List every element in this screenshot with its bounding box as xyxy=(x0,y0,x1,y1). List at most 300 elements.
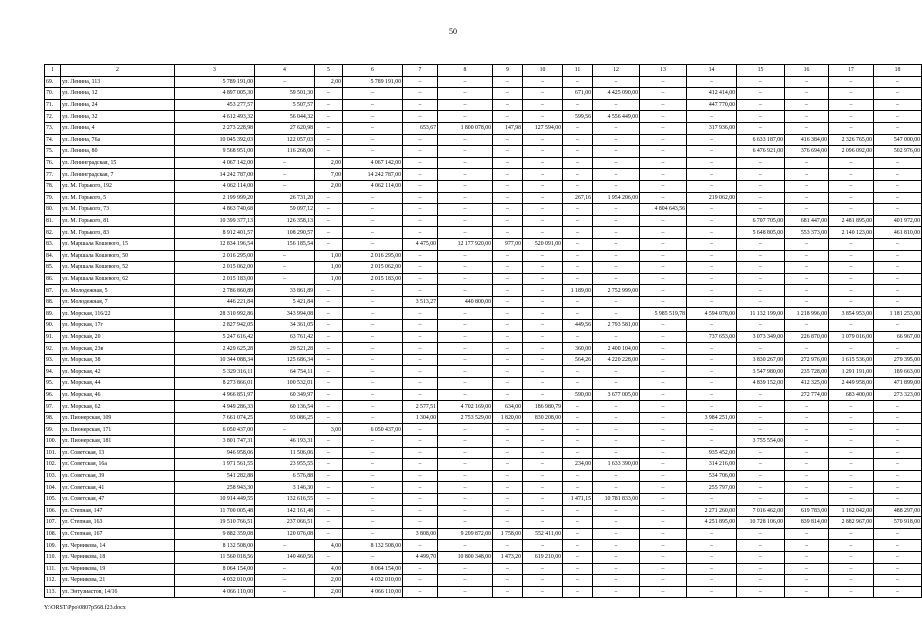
table-row xyxy=(45,493,922,505)
value-cell: – xyxy=(493,517,523,529)
value-cell: 4 475,00 xyxy=(403,238,438,250)
value-cell: – xyxy=(403,273,438,285)
value-cell: – xyxy=(523,308,563,320)
address-cell: ул. Советская, 41 xyxy=(61,482,175,494)
address-cell: ул. Советская, 47 xyxy=(61,493,175,505)
value-cell: – xyxy=(829,157,874,169)
value-cell: 4 863 740,68 xyxy=(175,204,255,216)
value-cell: 3 547 980,00 xyxy=(737,366,785,378)
value-cell: – xyxy=(438,192,493,204)
value-cell: – xyxy=(687,551,737,563)
value-cell: – xyxy=(493,227,523,239)
value-cell: – xyxy=(829,111,874,123)
address-cell: ул. Ленина, 24 xyxy=(61,99,175,111)
value-cell: – xyxy=(438,540,493,552)
value-cell: – xyxy=(785,412,829,424)
value-cell: – xyxy=(785,285,829,297)
value-cell: 2 015 062,00 xyxy=(175,262,255,274)
value-cell: – xyxy=(493,146,523,158)
value-cell: – xyxy=(737,540,785,552)
value-cell: – xyxy=(593,99,640,111)
value-cell: – xyxy=(687,343,737,355)
value-cell: – xyxy=(687,575,737,587)
table-row xyxy=(45,296,922,308)
value-cell: – xyxy=(737,343,785,355)
value-cell: 5 247 616,42 xyxy=(175,331,255,343)
value-cell: – xyxy=(687,157,737,169)
value-cell: – xyxy=(874,262,922,274)
value-cell: 14 242 787,00 xyxy=(343,169,403,181)
value-cell: – xyxy=(785,575,829,587)
value-cell: – xyxy=(640,157,687,169)
value-cell: 6 050 437,00 xyxy=(175,424,255,436)
value-cell: – xyxy=(829,122,874,134)
value-cell: – xyxy=(343,296,403,308)
value-cell: – xyxy=(593,250,640,262)
value-cell: 2 271 260,00 xyxy=(687,505,737,517)
value-cell: 1 473,20 xyxy=(493,551,523,563)
value-cell: – xyxy=(343,551,403,563)
value-cell: – xyxy=(493,447,523,459)
address-cell: ул. Черникова, 21 xyxy=(61,575,175,587)
value-cell: 5 329 316,11 xyxy=(175,366,255,378)
value-cell: 189 663,00 xyxy=(874,366,922,378)
value-cell: – xyxy=(403,354,438,366)
value-cell: 272 976,00 xyxy=(785,354,829,366)
table-row xyxy=(45,122,922,134)
value-cell: – xyxy=(493,99,523,111)
value-cell: – xyxy=(403,563,438,575)
value-cell: – xyxy=(737,563,785,575)
value-cell: – xyxy=(315,238,343,250)
value-cell: – xyxy=(737,273,785,285)
address-cell: ул. Советская, 39 xyxy=(61,470,175,482)
value-cell: – xyxy=(785,459,829,471)
value-cell: 56 044,32 xyxy=(255,111,315,123)
value-cell: – xyxy=(438,470,493,482)
value-cell: – xyxy=(563,424,593,436)
value-cell: – xyxy=(563,482,593,494)
value-cell: – xyxy=(829,470,874,482)
value-cell: – xyxy=(343,343,403,355)
value-cell: – xyxy=(874,180,922,192)
value-cell: – xyxy=(593,436,640,448)
value-cell: 4 702 169,00 xyxy=(438,401,493,413)
value-cell: – xyxy=(785,493,829,505)
value-cell: – xyxy=(640,192,687,204)
value-cell: – xyxy=(563,180,593,192)
value-cell: – xyxy=(785,482,829,494)
value-cell: – xyxy=(874,551,922,563)
value-cell: – xyxy=(829,180,874,192)
value-cell: 3 073 349,00 xyxy=(737,331,785,343)
column-number: 7 xyxy=(403,65,438,77)
table-row xyxy=(45,378,922,390)
value-cell: – xyxy=(640,331,687,343)
value-cell: 737 653,00 xyxy=(687,331,737,343)
value-cell: 7,00 xyxy=(315,169,343,181)
row-number: 86. xyxy=(45,273,61,285)
value-cell: 3,00 xyxy=(315,424,343,436)
value-cell: – xyxy=(593,180,640,192)
value-cell: – xyxy=(593,401,640,413)
value-cell: – xyxy=(493,331,523,343)
value-cell: 3 677 005,00 xyxy=(593,389,640,401)
value-cell: 2 753 529,00 xyxy=(438,412,493,424)
value-cell: 7 661 074,25 xyxy=(175,412,255,424)
address-cell: ул. Ленина, 76а xyxy=(61,134,175,146)
value-cell: 1 189,00 xyxy=(563,285,593,297)
value-cell: – xyxy=(343,111,403,123)
column-number: 12 xyxy=(593,65,640,77)
value-cell: 552 411,00 xyxy=(523,528,563,540)
value-cell: – xyxy=(523,250,563,262)
value-cell: – xyxy=(785,273,829,285)
value-cell: – xyxy=(315,517,343,529)
column-number: 13 xyxy=(640,65,687,77)
value-cell: 488 297,00 xyxy=(874,505,922,517)
value-cell: – xyxy=(687,354,737,366)
value-cell: – xyxy=(343,470,403,482)
value-cell: 4 251 895,00 xyxy=(687,517,737,529)
value-cell: 10 344 088,34 xyxy=(175,354,255,366)
value-cell: 10 399 377,13 xyxy=(175,215,255,227)
value-cell: – xyxy=(874,296,922,308)
value-cell: – xyxy=(785,250,829,262)
row-number: 109. xyxy=(45,540,61,552)
value-cell: – xyxy=(315,366,343,378)
value-cell: – xyxy=(343,482,403,494)
row-number: 75. xyxy=(45,146,61,158)
value-cell: – xyxy=(737,447,785,459)
value-cell: – xyxy=(343,354,403,366)
table-row xyxy=(45,215,922,227)
value-cell: – xyxy=(593,551,640,563)
value-cell: – xyxy=(785,436,829,448)
value-cell: – xyxy=(403,146,438,158)
row-number: 76. xyxy=(45,157,61,169)
value-cell: 4 897 005,30 xyxy=(175,88,255,100)
value-cell: 1 291 191,00 xyxy=(829,366,874,378)
value-cell: 1 218 996,00 xyxy=(785,308,829,320)
value-cell: – xyxy=(343,204,403,216)
value-cell: – xyxy=(874,192,922,204)
value-cell: – xyxy=(403,366,438,378)
value-cell: 4 556 449,00 xyxy=(593,111,640,123)
value-cell: – xyxy=(829,540,874,552)
value-cell: – xyxy=(315,146,343,158)
value-cell: 4 839 152,00 xyxy=(737,378,785,390)
value-cell: – xyxy=(874,320,922,332)
value-cell: – xyxy=(563,76,593,88)
value-cell: 2,00 xyxy=(315,157,343,169)
value-cell: – xyxy=(829,412,874,424)
value-cell: – xyxy=(640,273,687,285)
value-cell: – xyxy=(438,180,493,192)
value-cell: – xyxy=(438,146,493,158)
value-cell: – xyxy=(315,296,343,308)
value-cell: – xyxy=(343,459,403,471)
value-cell: – xyxy=(523,424,563,436)
value-cell: – xyxy=(315,401,343,413)
value-cell: 2 429 625,28 xyxy=(175,343,255,355)
row-number: 78. xyxy=(45,180,61,192)
value-cell: 3 513,27 xyxy=(403,296,438,308)
value-cell: – xyxy=(737,482,785,494)
row-number: 89. xyxy=(45,308,61,320)
value-cell: 108 290,57 xyxy=(255,227,315,239)
value-cell: – xyxy=(687,296,737,308)
value-cell: – xyxy=(687,285,737,297)
value-cell: – xyxy=(737,389,785,401)
value-cell: – xyxy=(737,180,785,192)
value-cell: – xyxy=(687,146,737,158)
value-cell: – xyxy=(785,76,829,88)
value-cell: – xyxy=(438,586,493,598)
table-row xyxy=(45,227,922,239)
value-cell: – xyxy=(255,563,315,575)
value-cell: – xyxy=(315,99,343,111)
value-cell: – xyxy=(593,528,640,540)
value-cell: – xyxy=(315,227,343,239)
table-row xyxy=(45,262,922,274)
value-cell: – xyxy=(593,331,640,343)
value-cell: – xyxy=(523,169,563,181)
value-cell: – xyxy=(563,146,593,158)
value-cell: – xyxy=(829,575,874,587)
value-cell: – xyxy=(403,320,438,332)
address-cell: ул. Энтузиастов, 14/16 xyxy=(61,586,175,598)
value-cell: – xyxy=(687,227,737,239)
value-cell: – xyxy=(343,401,403,413)
value-cell: – xyxy=(640,436,687,448)
value-cell: – xyxy=(438,563,493,575)
value-cell: 2 400 104,00 xyxy=(593,343,640,355)
value-cell: – xyxy=(737,459,785,471)
value-cell: – xyxy=(343,238,403,250)
value-cell: – xyxy=(737,76,785,88)
value-cell: – xyxy=(523,192,563,204)
value-cell: – xyxy=(785,551,829,563)
value-cell: 4 066 110,00 xyxy=(343,586,403,598)
value-cell: – xyxy=(403,517,438,529)
row-number: 102. xyxy=(45,459,61,471)
value-cell: – xyxy=(737,169,785,181)
value-cell: – xyxy=(563,436,593,448)
value-cell: 19 510 766,51 xyxy=(175,517,255,529)
table-row xyxy=(45,424,922,436)
value-cell: – xyxy=(315,331,343,343)
value-cell: 935 452,00 xyxy=(687,447,737,459)
value-cell: – xyxy=(343,412,403,424)
value-cell: – xyxy=(640,505,687,517)
value-cell: – xyxy=(343,285,403,297)
value-cell: – xyxy=(493,157,523,169)
value-cell: – xyxy=(687,134,737,146)
value-cell: – xyxy=(523,227,563,239)
row-number: 100. xyxy=(45,436,61,448)
address-cell: ул. Степная, 147 xyxy=(61,505,175,517)
value-cell: – xyxy=(874,575,922,587)
value-cell: 547 000,00 xyxy=(874,134,922,146)
value-cell: – xyxy=(640,528,687,540)
value-cell: 267,16 xyxy=(563,192,593,204)
value-cell: – xyxy=(785,192,829,204)
value-cell: 4 062 114,00 xyxy=(343,180,403,192)
value-cell: 2 015 183,00 xyxy=(175,273,255,285)
value-cell: – xyxy=(523,343,563,355)
column-number: 9 xyxy=(493,65,523,77)
value-cell: 2 326 765,00 xyxy=(829,134,874,146)
value-cell: – xyxy=(523,262,563,274)
address-cell: ул. М. Горького, 83 xyxy=(61,227,175,239)
value-cell: – xyxy=(640,76,687,88)
value-cell: – xyxy=(343,215,403,227)
value-cell: – xyxy=(493,482,523,494)
value-cell: – xyxy=(874,528,922,540)
value-cell: – xyxy=(438,262,493,274)
value-cell: 126 358,13 xyxy=(255,215,315,227)
value-cell: – xyxy=(640,122,687,134)
value-cell: 64 754,11 xyxy=(255,366,315,378)
value-cell: – xyxy=(493,540,523,552)
value-cell: – xyxy=(438,215,493,227)
value-cell: – xyxy=(829,296,874,308)
value-cell: – xyxy=(737,586,785,598)
value-cell: – xyxy=(829,436,874,448)
value-cell: 4 067 142,00 xyxy=(175,157,255,169)
value-cell: 26 731,20 xyxy=(255,192,315,204)
value-cell: – xyxy=(874,447,922,459)
address-cell: ул. Морская, 17г xyxy=(61,320,175,332)
value-cell: – xyxy=(438,250,493,262)
value-cell: – xyxy=(874,111,922,123)
value-cell: – xyxy=(343,320,403,332)
value-cell: – xyxy=(315,493,343,505)
value-cell: – xyxy=(687,238,737,250)
value-cell: – xyxy=(640,517,687,529)
value-cell: 272 774,00 xyxy=(785,389,829,401)
value-cell: – xyxy=(563,366,593,378)
value-cell: 946 958,06 xyxy=(175,447,255,459)
value-cell: 100 532,01 xyxy=(255,378,315,390)
value-cell: – xyxy=(315,505,343,517)
value-cell: – xyxy=(687,540,737,552)
value-cell: 502 976,00 xyxy=(874,146,922,158)
value-cell: 2,00 xyxy=(315,575,343,587)
value-cell: – xyxy=(315,389,343,401)
value-cell: – xyxy=(737,238,785,250)
value-cell: – xyxy=(493,493,523,505)
value-cell: – xyxy=(315,528,343,540)
value-cell: – xyxy=(315,412,343,424)
value-cell: – xyxy=(640,238,687,250)
value-cell: – xyxy=(593,563,640,575)
value-cell: – xyxy=(874,540,922,552)
value-cell: 1 758,00 xyxy=(493,528,523,540)
value-cell: – xyxy=(315,354,343,366)
row-number: 105. xyxy=(45,493,61,505)
table-row xyxy=(45,575,922,587)
table-row xyxy=(45,551,922,563)
table-row xyxy=(45,459,922,471)
value-cell: – xyxy=(403,157,438,169)
value-cell: 671,00 xyxy=(563,88,593,100)
value-cell: – xyxy=(255,180,315,192)
row-number: 97. xyxy=(45,401,61,413)
address-cell: ул. Черникова, 19 xyxy=(61,563,175,575)
value-cell: – xyxy=(687,424,737,436)
value-cell: – xyxy=(593,482,640,494)
value-cell: – xyxy=(785,169,829,181)
value-cell: – xyxy=(640,575,687,587)
value-cell: – xyxy=(523,273,563,285)
column-number: 4 xyxy=(255,65,315,77)
value-cell: – xyxy=(493,308,523,320)
value-cell: 2 827 942,05 xyxy=(175,320,255,332)
column-number: 18 xyxy=(874,65,922,77)
table-row xyxy=(45,436,922,448)
value-cell: – xyxy=(523,180,563,192)
value-cell: 120 076,08 xyxy=(255,528,315,540)
value-cell: 186 980,79 xyxy=(523,401,563,413)
value-cell: 471 899,00 xyxy=(874,378,922,390)
value-cell: 5 507,57 xyxy=(255,99,315,111)
value-cell: 5 789 191,00 xyxy=(175,76,255,88)
value-cell: – xyxy=(438,111,493,123)
table-row xyxy=(45,99,922,111)
value-cell: – xyxy=(563,122,593,134)
value-cell: – xyxy=(523,215,563,227)
value-cell: – xyxy=(829,262,874,274)
value-cell: 4,00 xyxy=(315,540,343,552)
value-cell: 27 620,98 xyxy=(255,122,315,134)
value-cell: – xyxy=(403,250,438,262)
value-cell: 1 615 536,00 xyxy=(829,354,874,366)
value-cell: – xyxy=(493,563,523,575)
value-cell: – xyxy=(438,459,493,471)
value-cell: 255 797,00 xyxy=(687,482,737,494)
value-cell: – xyxy=(493,436,523,448)
address-cell: ул. Черникова, 14 xyxy=(61,540,175,552)
value-cell: – xyxy=(523,76,563,88)
value-cell: 4 066 110,00 xyxy=(175,586,255,598)
address-cell: ул. Степная, 163 xyxy=(61,517,175,529)
value-cell: – xyxy=(874,273,922,285)
value-cell: 3 801 747,31 xyxy=(175,436,255,448)
value-cell: – xyxy=(874,238,922,250)
address-cell: ул. Маршала Кошевого, 50 xyxy=(61,250,175,262)
row-number: 101. xyxy=(45,447,61,459)
value-cell: – xyxy=(593,366,640,378)
value-cell: – xyxy=(315,551,343,563)
value-cell: 2 793 581,00 xyxy=(593,320,640,332)
value-cell: – xyxy=(315,308,343,320)
address-cell: ул. Маршала Кошевого, 15 xyxy=(61,238,175,250)
value-cell: – xyxy=(785,528,829,540)
value-cell: – xyxy=(563,262,593,274)
value-cell: 1,00 xyxy=(315,273,343,285)
row-number: 85. xyxy=(45,262,61,274)
table-row xyxy=(45,470,922,482)
value-cell: – xyxy=(874,204,922,216)
value-cell: – xyxy=(737,99,785,111)
row-number: 99. xyxy=(45,424,61,436)
value-cell: – xyxy=(687,563,737,575)
value-cell: 5 648 805,00 xyxy=(737,227,785,239)
value-cell: – xyxy=(829,563,874,575)
value-cell: – xyxy=(493,76,523,88)
